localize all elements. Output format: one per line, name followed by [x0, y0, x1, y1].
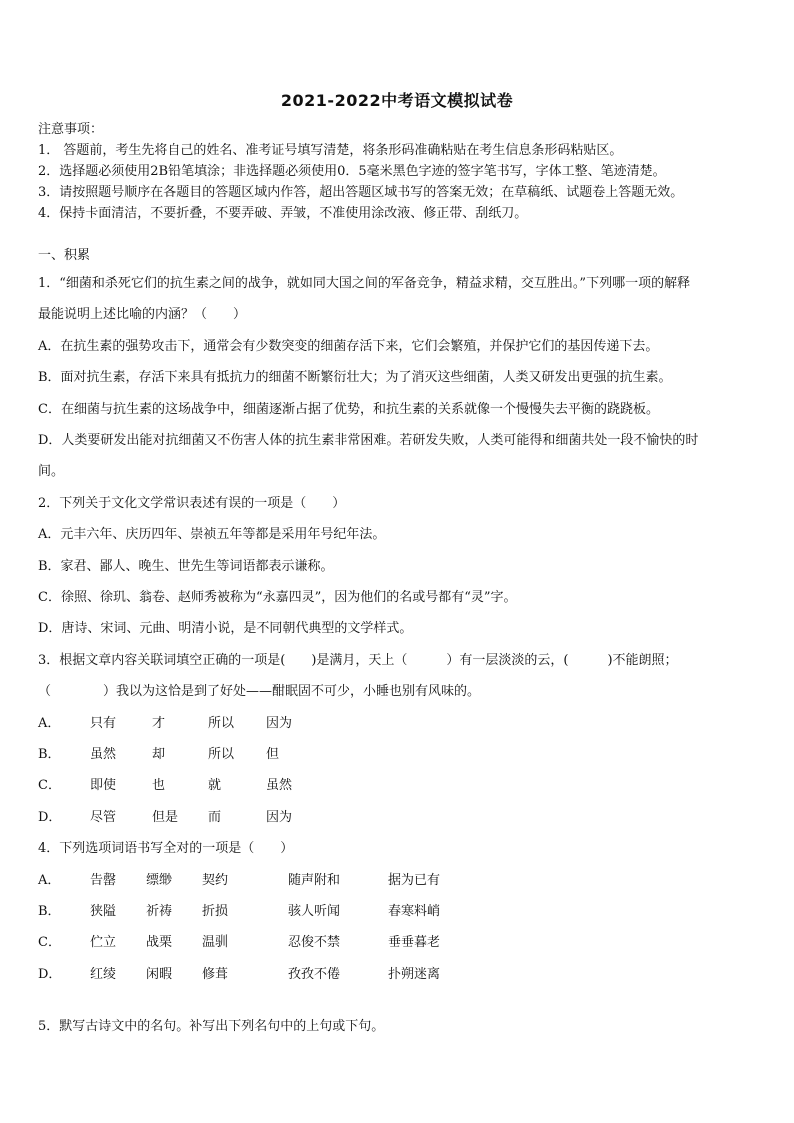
option-d: [38, 802, 758, 833]
option-word: 红绫: [90, 966, 117, 982]
option-word: 祈祷: [146, 904, 173, 920]
option-word: 闲暇: [146, 966, 173, 982]
option-letter: B．: [38, 747, 61, 763]
option-letter: A．: [38, 872, 61, 888]
option-word: 告罄: [90, 872, 117, 888]
question-stem: 1．“细菌和杀死它们的抗生素之间的战争，就如同大国之间的军备竞争，精益求精，交互胜出。”下列哪一项的解释: [38, 276, 691, 291]
option-word: 契约: [202, 872, 229, 888]
option-letter: D．: [38, 809, 62, 825]
question-stem: 4．下列选项词语书写全对的一项是（ ）: [38, 841, 294, 857]
option-a: [38, 865, 758, 896]
spacer: [38, 990, 758, 1011]
option-word: 尽管: [90, 809, 117, 825]
option-c: [38, 927, 758, 958]
option-word: 伫立: [90, 935, 117, 951]
option-d: D．人类要研发出能对抗细菌又不伤害人体的抗生素非常困难。若研发失败，人类可能得和细菌共处一段不愉快的时: [38, 433, 699, 449]
option-word: 据为已有: [388, 872, 441, 888]
option-letter: A．: [38, 715, 61, 731]
option-b: B．面对抗生素，存活下来具有抵抗力的细菌不断繁衍壮大；为了消灭这些细菌，人类又研发出更强的抗生素。: [38, 370, 672, 386]
option-word: 而: [208, 809, 222, 825]
notes-block: [38, 119, 758, 224]
option-word: 只有: [90, 715, 117, 731]
option-letter: C．: [38, 935, 61, 951]
question-4: [38, 833, 758, 990]
option-word: 因为: [266, 809, 293, 825]
option-word: 因为: [266, 715, 293, 731]
option-d: D．唐诗、宋词、元曲、明清小说，是不同朝代典型的文学样式。: [38, 621, 413, 637]
note-item: 3．请按照题号顺序在各题目的答题区域内作答，超出答题区域书写的答案无效；在草稿纸、试题卷上答题无效。: [38, 185, 684, 200]
note-item: 4．保持卡面清洁，不要折叠，不要弄破、弄皱，不准使用涂改液、修正带、刮纸刀。: [38, 206, 528, 221]
option-b: [38, 739, 758, 770]
option-word: 春寒料峭: [388, 904, 441, 920]
option-c: C．徐照、徐玑、翁卷、赵师秀被称为“永嘉四灵”，因为他们的名或号都有“灵”字。: [38, 590, 517, 606]
option-word: 就: [208, 778, 222, 794]
note-item: 1． 答题前，考生先将自己的姓名、准考证号填写清楚，将条形码准确粘贴在考生信息条形码粘贴区。: [38, 143, 623, 158]
question-3: [38, 645, 758, 833]
option-word: 随声附和: [288, 872, 341, 888]
option-a: A．在抗生素的强势攻击下，通常会有少数突变的细菌存活下来，它们会繁殖，并保护它们的基因传递下去。: [38, 338, 659, 354]
question-stem: 2．下列关于文化文学常识表述有误的一项是（ ）: [38, 495, 346, 511]
option-word: 却: [152, 747, 166, 763]
option-c: [38, 770, 758, 801]
option-word: 但是: [152, 809, 179, 825]
option-word: 忍俊不禁: [288, 935, 341, 951]
option-word: 修葺: [202, 966, 229, 982]
option-word: 孜孜不倦: [288, 966, 341, 982]
question-stem: 5．默写古诗文中的名句。补写出下列名句中的上句或下句。: [38, 1019, 385, 1035]
option-word: 狭隘: [90, 904, 117, 920]
option-word: 温驯: [202, 935, 229, 951]
option-word: 骇人听闻: [288, 904, 341, 920]
option-c: C．在细菌与抗生素的这场战争中，细菌逐渐占据了优势，和抗生素的关系就像一个慢慢失去平衡的跷跷板。: [38, 401, 659, 417]
option-word: 折损: [202, 904, 229, 920]
option-b: [38, 896, 758, 927]
option-letter: B．: [38, 904, 61, 920]
option-word: 垂垂暮老: [388, 935, 441, 951]
question-5: [38, 1011, 758, 1042]
option-b: B．家君、鄙人、晚生、世先生等词语都表示谦称。: [38, 558, 334, 574]
option-letter: D．: [38, 966, 62, 982]
option-word: 才: [152, 715, 166, 731]
question-stem: 最能说明上述比喻的内涵？（ ）: [38, 307, 247, 323]
option-d: [38, 959, 758, 990]
option-d-continued: 间。: [38, 464, 65, 480]
option-letter: C．: [38, 778, 61, 794]
option-word: 所以: [208, 715, 235, 731]
question-stem: （ ）我以为这恰是到了好处——酣眠固不可少，小睡也别有风味的。: [38, 684, 481, 700]
page-title: 2021-2022中考语文模拟试卷: [280, 91, 514, 110]
option-word: 所以: [208, 747, 235, 763]
questions: [38, 244, 758, 1043]
option-word: 扑朔迷离: [388, 966, 441, 982]
section-heading: 一、积累: [38, 248, 91, 263]
option-word: 虽然: [90, 747, 117, 763]
option-word: 即使: [90, 778, 117, 794]
option-a: [38, 708, 758, 739]
question-1: [38, 268, 758, 488]
option-word: 也: [152, 778, 166, 794]
question-2: [38, 488, 758, 645]
question-stem: 3．根据文章内容关联词填空正确的一项是( )是满月，天上（ ）有一层淡淡的云，( )不能朗照；: [38, 652, 678, 668]
notes-heading: 注意事项：: [38, 122, 104, 137]
option-word: 战栗: [146, 935, 173, 951]
option-word: 缥缈: [146, 872, 173, 888]
option-word: 虽然: [266, 778, 293, 794]
option-a: A．元丰六年、庆历四年、崇祯五年等都是采用年号纪年法。: [38, 527, 386, 543]
option-word: 但: [266, 747, 280, 763]
note-item: 2．选择题必须使用2B铅笔填涂；非选择题必须使用0．5毫米黑色字迹的签字笔书写，字体工整、笔迹清楚。: [38, 164, 666, 179]
